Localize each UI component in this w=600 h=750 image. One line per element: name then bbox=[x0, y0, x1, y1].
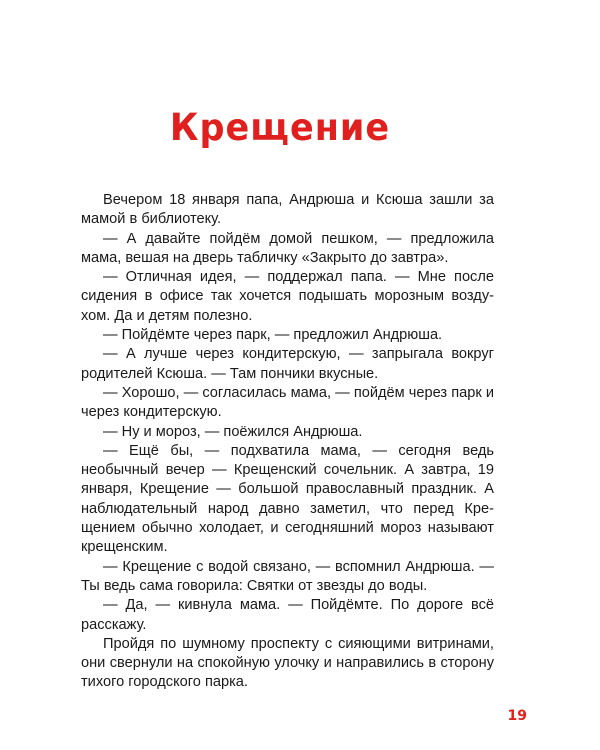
paragraph: — А лучше через кондитерскую, — запрыгала вокруг родителей Ксюша. — Там пончики вкусные. bbox=[81, 346, 494, 382]
paragraph: — Ну и мороз, — поёжился Андрюша. bbox=[103, 423, 363, 440]
paragraph: Пройдя по шумному проспекту с сияющими витринами, они свернули на спокойную улочку и направились в сторону тихого городского парка. bbox=[81, 635, 494, 691]
story-text bbox=[81, 191, 494, 693]
paragraph: — Хорошо, — согласилась мама, — пойдём через парк и через кондитерскую. bbox=[81, 384, 494, 421]
paragraph: — Да, — кивнула мама. — Пойдёмте. По дороге всё расскажу. bbox=[81, 597, 494, 633]
paragraph: — Пойдёмте через парк, — предложил Андрюша. bbox=[103, 327, 443, 344]
paragraph: — Крещение с водой связано, — вспомнил Андрюша. — Ты ведь сама говорила: Святки от звезды до воды. bbox=[81, 558, 494, 594]
paragraph: — А давайте пойдём домой пешком, — предложила мама, вешая на дверь табличку «Закрыто до завтра». bbox=[81, 230, 494, 266]
paragraph: — Отличная идея, — поддержал папа. — Мне после сидения в офисе так хочется подышать морозным воздухом. Да и детям полезно. bbox=[81, 269, 494, 324]
page-title: Крещение bbox=[169, 106, 391, 150]
page-number: 19 bbox=[507, 708, 527, 724]
paragraph: — Ещё бы, — подхватила мама, — сегодня ведь необычный вечер — Крещенский сочельник. А завтра, 19 января, Крещение — большой православный праздник. А наблюдательный народ давно заметил, что перед Крещением обычно холодает, и сегодняшний мороз называют крещенским. bbox=[81, 442, 494, 556]
paragraph: Вечером 18 января папа, Андрюша и Ксюша зашли за мамой в библиотеку. bbox=[81, 192, 494, 228]
